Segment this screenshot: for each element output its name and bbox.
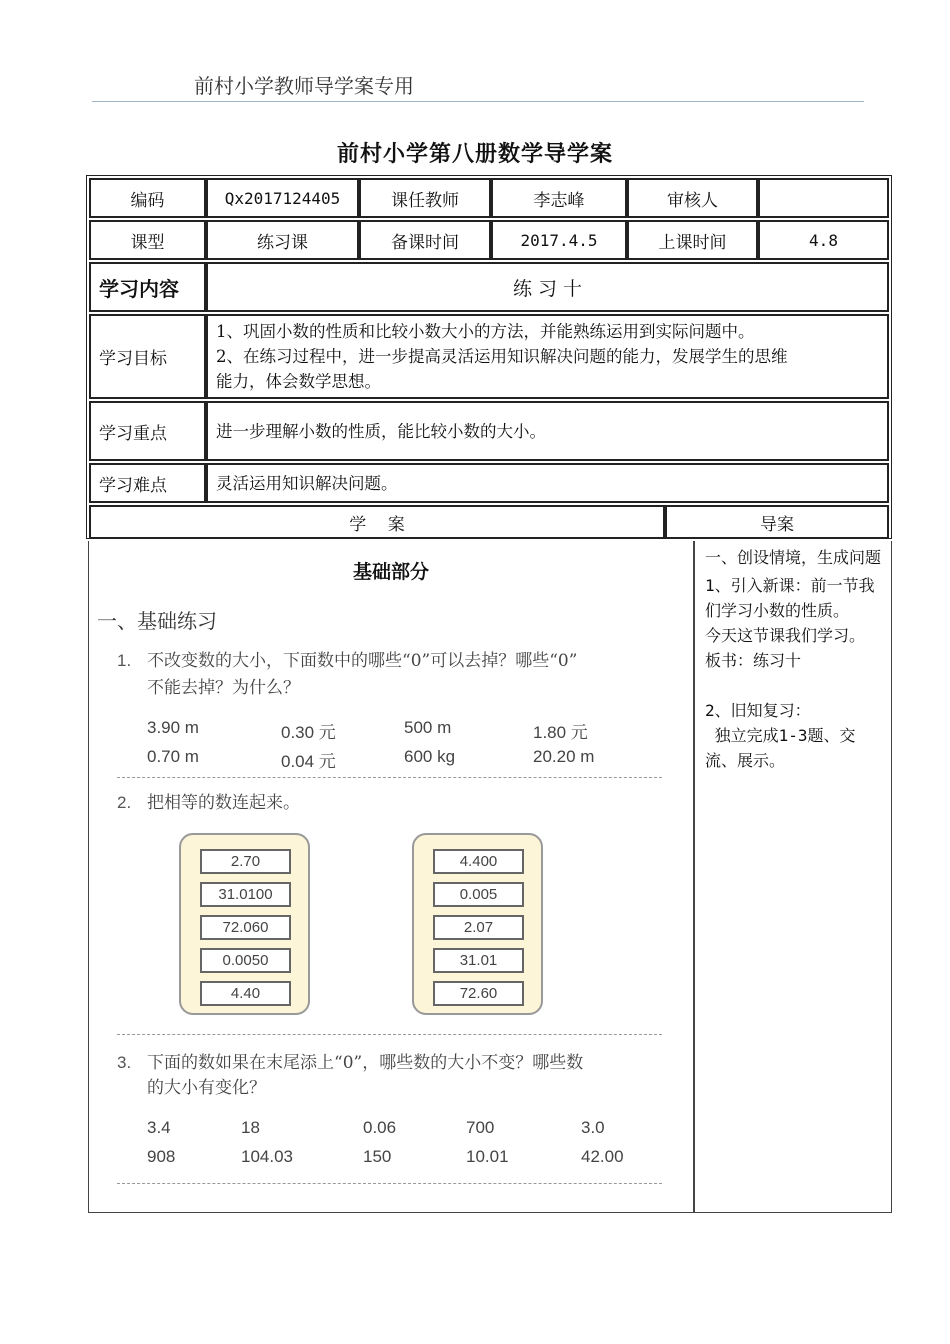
study-plan-header: 学 案 — [89, 505, 665, 539]
q2-right-item: 72.60 — [433, 981, 524, 1006]
q2-text: 把相等的数连起来。 — [147, 793, 300, 813]
q1-line-1: 不改变数的大小，下面数中的哪些“0”可以去掉？哪些“0” — [147, 651, 578, 671]
q2-left-item: 31.0100 — [200, 882, 291, 907]
teacher-label: 课任教师 — [359, 178, 491, 218]
type-value: 练习课 — [206, 220, 359, 260]
guide-plan-header: 导案 — [665, 505, 889, 539]
guide-today: 今天这节课我们学习。 — [705, 626, 866, 645]
q3-number: 3. — [117, 1053, 132, 1072]
goal-line-2: 2、在练习过程中，进一步提高灵活运用知识解决问题的能力，发展学生的思维 — [216, 347, 788, 366]
q2-left-item: 72.060 — [200, 915, 291, 940]
difficulty-value: 灵活运用知识解决问题。 — [206, 463, 889, 503]
code-value: Qx2017124405 — [206, 178, 359, 218]
guide-panel — [694, 541, 892, 1213]
q2-left-panel — [179, 833, 310, 1015]
q3-line-2: 的大小有变化？ — [147, 1078, 266, 1098]
q2-number: 2. — [117, 793, 132, 812]
q3-r2-c3: 150 — [363, 1147, 392, 1166]
q2-left-item: 0.0050 — [200, 948, 291, 973]
class-time-value: 4.8 — [758, 220, 889, 260]
focus-value: 进一步理解小数的性质，能比较小数的大小。 — [206, 401, 889, 461]
q1-r1-c4: 1.80 元 — [533, 723, 588, 742]
q1-r2-c1: 0.70 m — [147, 747, 199, 766]
q2-left-item: 4.40 — [200, 981, 291, 1006]
q3-r1-c4: 700 — [466, 1118, 495, 1137]
q2-right-panel — [412, 833, 543, 1015]
content-label: 学习内容 — [89, 262, 206, 312]
prep-label: 备课时间 — [359, 220, 491, 260]
type-label: 课型 — [89, 220, 206, 260]
q3-r2-c4: 10.01 — [466, 1147, 509, 1166]
reviewer-value — [758, 178, 889, 218]
study-content-panel — [88, 541, 694, 1213]
guide-board: 板书：练习十 — [705, 651, 802, 670]
q1-r2-c3: 600 kg — [404, 747, 456, 766]
q2-right-item: 4.400 — [433, 849, 524, 874]
q2-right-item: 2.07 — [433, 915, 524, 940]
q3-r1-c3: 0.06 — [363, 1118, 397, 1137]
q1-r2-c2: 0.04 元 — [281, 752, 336, 771]
q3-r2-c5: 42.00 — [581, 1147, 624, 1166]
section-title: 基础部分 — [352, 561, 429, 583]
subsection-title: 一、基础练习 — [97, 609, 217, 633]
q2-right-item: 31.01 — [433, 948, 524, 973]
guide-step-1: 一、创设情境，生成问题 — [705, 548, 882, 567]
code-label: 编码 — [89, 178, 206, 218]
prep-value: 2017.4.5 — [491, 220, 627, 260]
document-title: 前村小学第八册数学导学案 — [336, 141, 613, 167]
guide-intro: 1、引入新课：前一节我们学习小数的性质。 — [705, 576, 875, 620]
content-value: 练 习 十 — [206, 262, 889, 312]
q2-divider — [117, 1034, 662, 1035]
q1-divider — [117, 777, 662, 778]
header-divider — [92, 101, 864, 102]
q3-line-1: 下面的数如果在末尾添上“0”，哪些数的大小不变？哪些数 — [147, 1053, 584, 1073]
goal-line-1: 1、巩固小数的性质和比较小数大小的方法，并能熟练运用到实际问题中。 — [216, 322, 755, 341]
q3-r1-c2: 18 — [241, 1118, 260, 1137]
q1-r1-c1: 3.90 m — [147, 718, 199, 737]
q1-r2-c4: 20.20 m — [533, 747, 595, 766]
goal-line-3: 能力，体会数学思想。 — [216, 372, 381, 391]
q3-r2-c1: 908 — [147, 1147, 176, 1166]
q1-line-2: 不能去掉？为什么？ — [147, 678, 300, 698]
q3-r1-c5: 3.0 — [581, 1118, 605, 1137]
q1-r1-c3: 500 m — [404, 718, 452, 737]
q1-number: 1. — [117, 651, 132, 670]
q2-right-item: 0.005 — [433, 882, 524, 907]
difficulty-label: 学习难点 — [89, 463, 206, 503]
header-school-tag: 前村小学教师导学案专用 — [194, 74, 414, 98]
goals-text — [206, 314, 889, 399]
reviewer-label: 审核人 — [627, 178, 758, 218]
goals-label: 学习目标 — [89, 314, 206, 399]
guide-review: 独立完成1-3题、交流、展示。 — [705, 726, 856, 770]
class-time-label: 上课时间 — [627, 220, 758, 260]
q3-r1-c1: 3.4 — [147, 1118, 171, 1137]
q3-divider — [117, 1183, 662, 1184]
q3-r2-c2: 104.03 — [241, 1147, 293, 1166]
guide-step-2: 2、旧知复习： — [705, 701, 811, 720]
q1-r1-c2: 0.30 元 — [281, 723, 336, 742]
teacher-value: 李志峰 — [491, 178, 627, 218]
q2-left-item: 2.70 — [200, 849, 291, 874]
focus-label: 学习重点 — [89, 401, 206, 461]
